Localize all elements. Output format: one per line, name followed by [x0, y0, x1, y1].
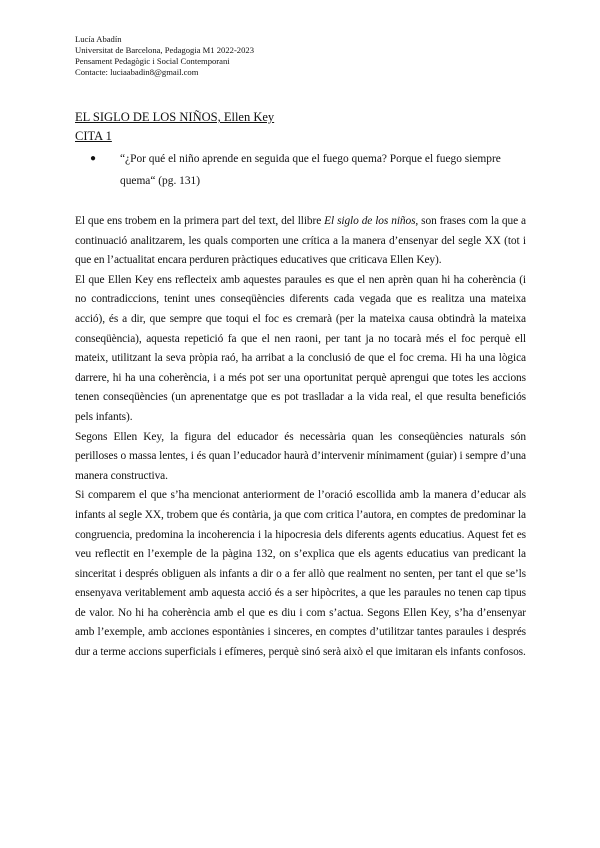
- paragraph-1-end: , son frases com la que a continuació analitzarem, les quals comporten une crítica a la manera d’ensenyar del segle XX (tot i que en l’actualitat encara perduren pràctiques educatives que criticava Ellen Key).: [75, 215, 526, 267]
- bullet-icon: ●: [90, 153, 97, 164]
- paragraph-1: [75, 212, 526, 271]
- paragraph-3: Segons Ellen Key, la figura del educador és necessària quan les conseqüències naturals són perilloses o massa lentes, i és quan l’educador haurà d’intervenir mínimament (guiar) i sempre d’una manera constructiva.: [75, 430, 526, 482]
- author-name: Lucía Abadín: [75, 34, 122, 44]
- document-title: EL SIGLO DE LOS NIÑOS, Ellen Key: [75, 110, 275, 124]
- quote-text: “¿Por qué el niño aprende en seguida que el fuego quema? Porque el fuego siempre quema“ (pg. 131): [120, 153, 501, 187]
- section-heading: CITA 1: [75, 129, 112, 143]
- quote-list-item: [90, 148, 525, 192]
- document-header: [75, 34, 254, 78]
- contact-line: Contacte: luciaabadin8@gmail.com: [75, 67, 199, 77]
- document-body: [75, 212, 526, 663]
- book-title: El siglo de los niños: [324, 215, 416, 227]
- paragraph-4: Si comparem el que s’ha mencionat anteriorment de l’oració escollida amb la manera d’educar als infants al segle XX, trobem que és contària, ja que com critica l’autora, en comptes de predominar la congruencia, predomina la incoherencia i la hipocresia dels diferents agents educatius. Aquest fet es veu reflectit en l’exemple de la pàgina 132, on s’explica que els agents educatius van predicant la sinceritat i després obliguen als infants a dir o a fer allò que realment no senten, per tant el que se’ls ensenyava veritablement amb aquesta acció és a ser hipòcrites, a que les paraules no tenen cap tipus de valor. No hi ha coherència amb el que es diu i com s’actua. Segons Ellen Key, s’ha d’ensenyar amb l’exemple, amb acciones espontànies i sinceres, en comptes d’utilitzar tantes paraules i després dur a terme accions superficials i efímeres, perquè sinó serà això el que imitaran els infants confosos.: [75, 489, 526, 659]
- course-line: Pensament Pedagògic i Social Contemporani: [75, 56, 230, 66]
- paragraph-2: El que Ellen Key ens reflecteix amb aquestes paraules es que el nen aprèn quan hi ha coherència (i no contradiccions, tenint unes conseqüències diferents cada vegada que es realitza una mateixa acció), és a dir, que sempre que toqui el foc es cremarà (per la mateixa causa obtindrà la mateixa conseqüència), aquesta repetició fa que el nen raoni, per tant ja no tocarà més el foc perquè ell mateix, utilitzant la seva pròpia raó, ha arribat a la conclusió de que el foc crema. Hi ha una lògica darrere, hi ha una coherència, i a més pot ser una oportunitat perquè aprengui que totes les accions tenen conseqüències (un aprenentatge que es pot traslladar a la vida real, el que resulta beneficiós pels infants).: [75, 273, 526, 423]
- paragraph-1-start: El que ens trobem en la primera part del text, del llibre: [75, 215, 325, 227]
- university-line: Universitat de Barcelona, Pedagogia M1 2022-2023: [75, 45, 254, 55]
